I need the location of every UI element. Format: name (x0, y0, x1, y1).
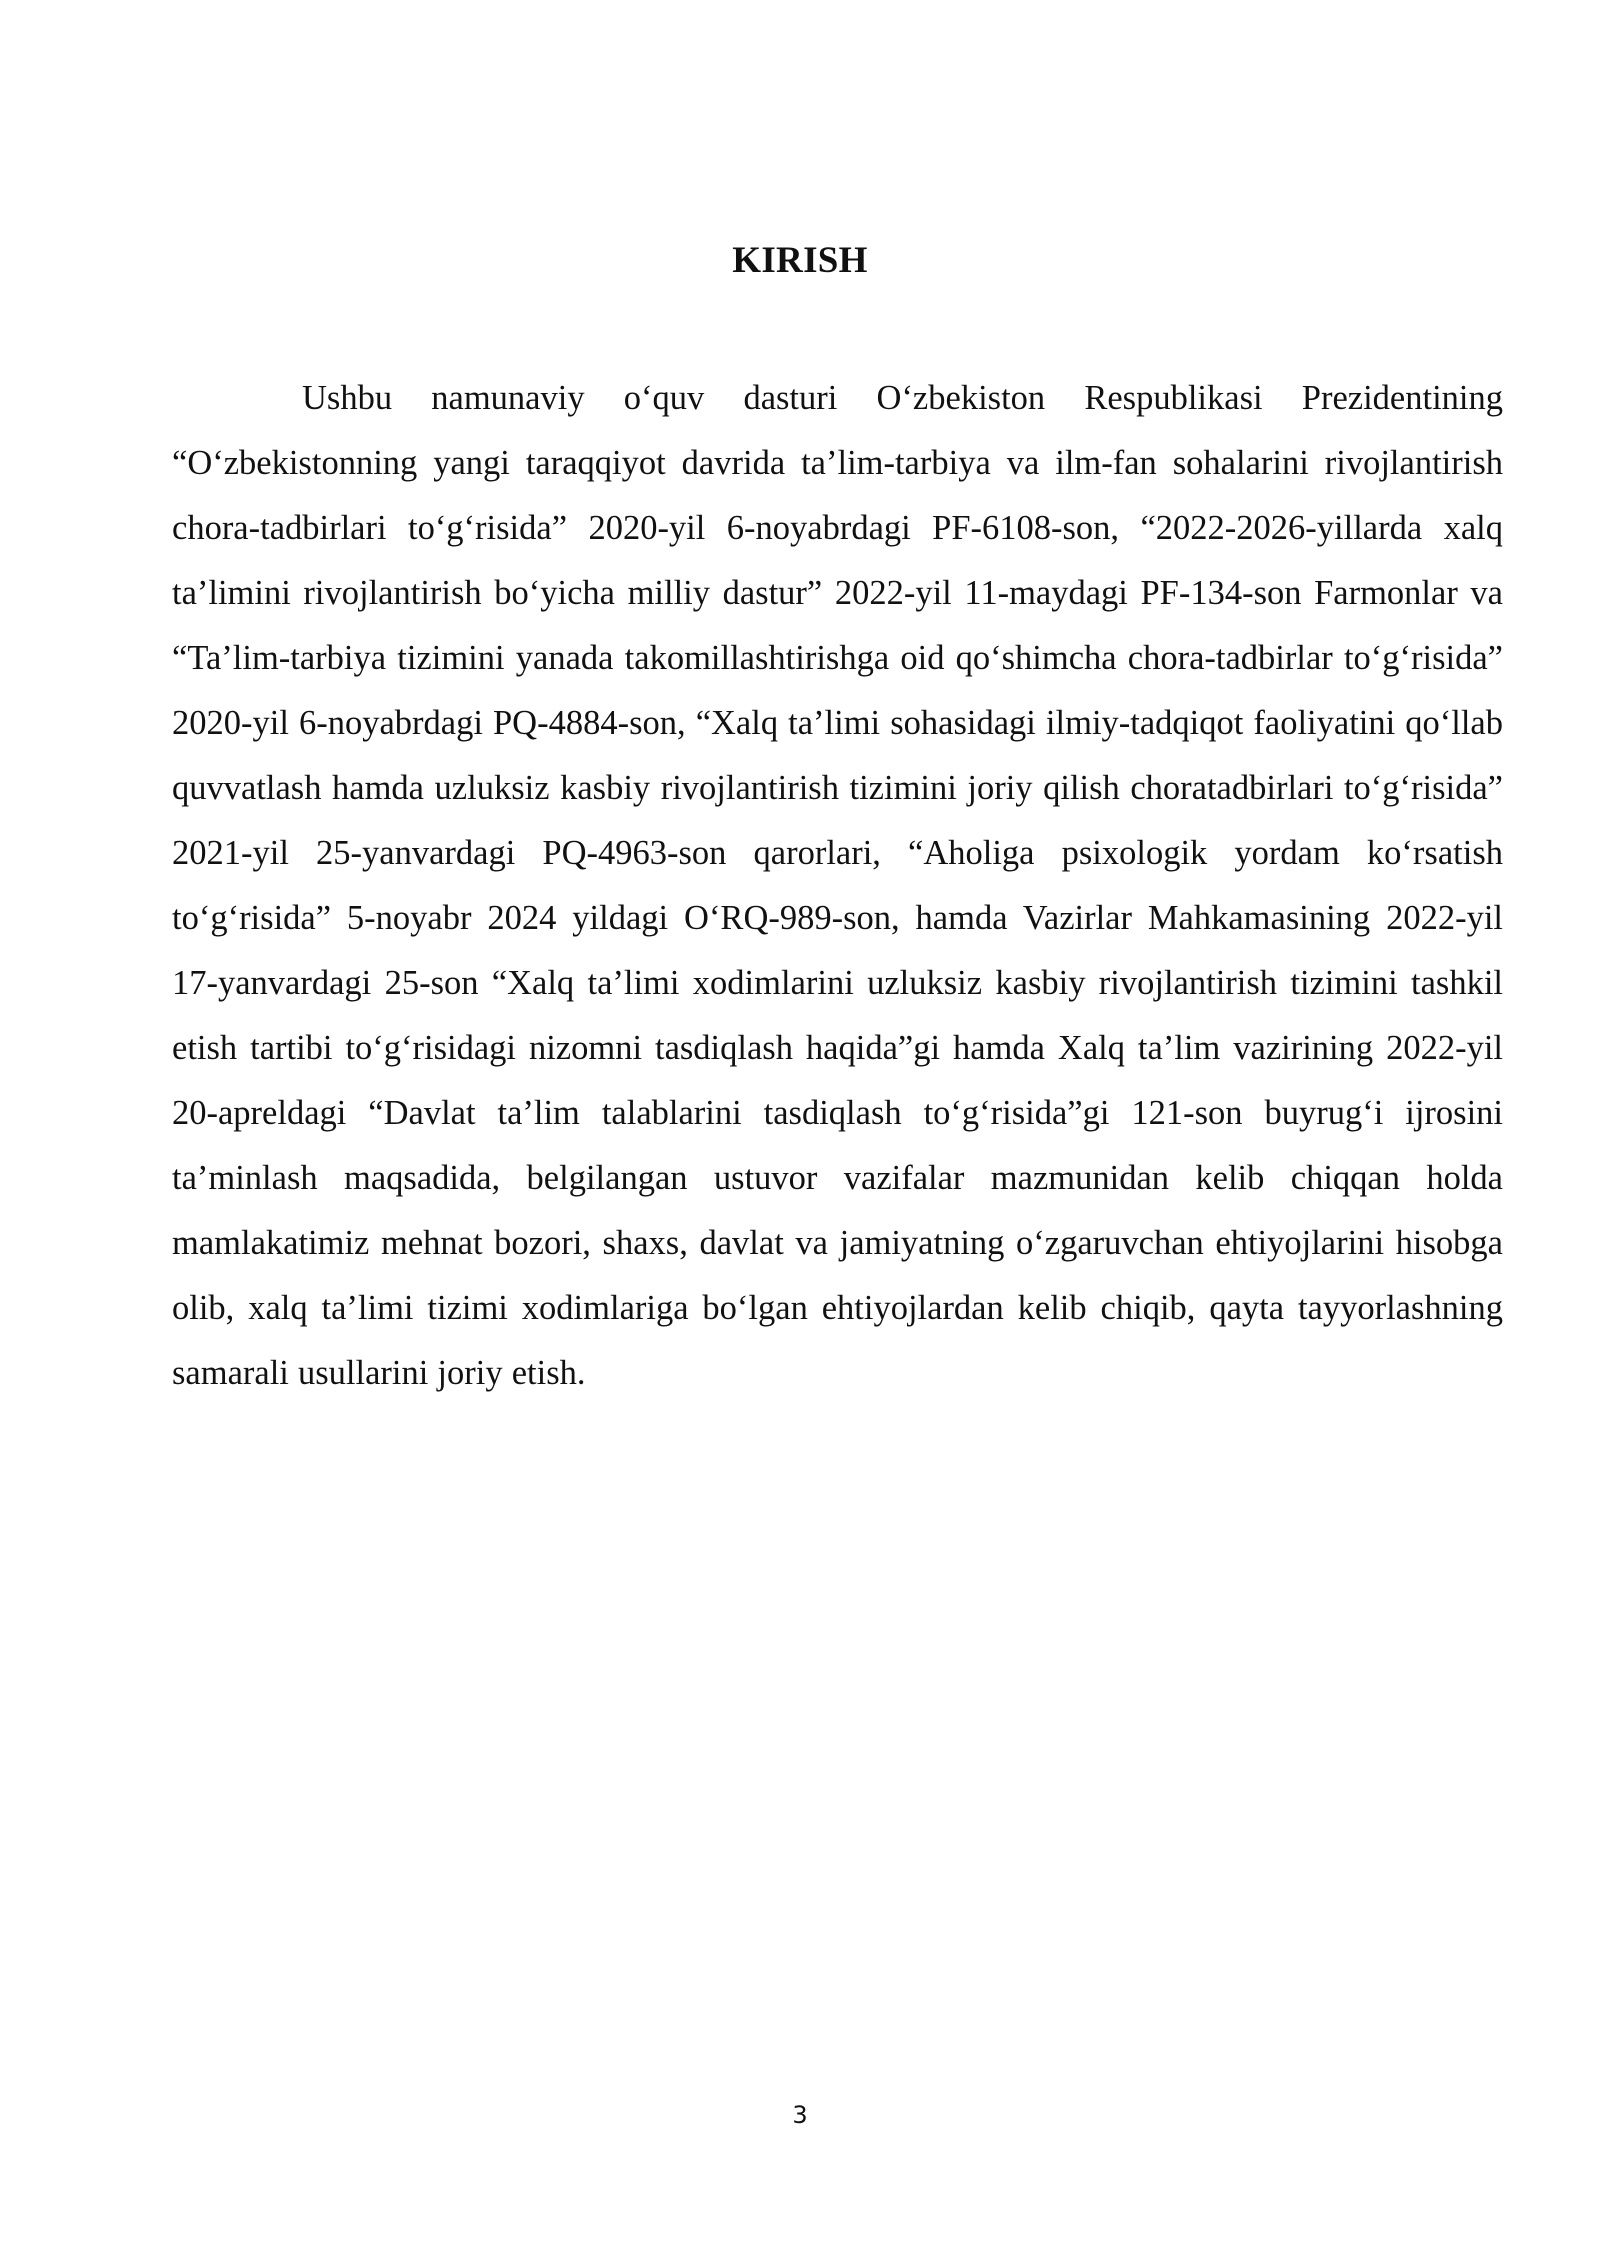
body-paragraph: Ushbu namunaviy o‘quv dasturi O‘zbekiston Respublikasi Prezidentining “O‘zbekistonning yangi taraqqiyot davrida ta’lim-tarbiya va ilm-fan sohalarini rivojlantirish chora-tadbirlari to‘g‘risida” 2020-yil 6-noyabrdagi PF-6108-son, “2022-2026-yillarda xalq ta’limini rivojlantirish bo‘yicha milliy dastur” 2022-yil 11-maydagi PF-134-son Farmonlar va “Ta’lim-tarbiya tizimini yanada takomillashtirishga oid qo‘shimcha chora-tadbirlar to‘g‘risida” 2020-yil 6-noyabrdagi PQ-4884-son, “Xalq ta’limi sohasidagi ilmiy-tadqiqot faoliyatini qo‘llab quvvatlash hamda uzluksiz kasbiy rivojlantirish tizimini joriy qilish choratadbirlari to‘g‘risida” 2021-yil 25-yanvardagi PQ-4963-son qarorlari, “Aholiga psixologik yordam ko‘rsatish to‘g‘risida” 5-noyabr 2024 yildagi O‘RQ-989-son, hamda Vazirlar Mahkamasining 2022-yil 17-yanvardagi 25-son “Xalq ta’limi xodimlarini uzluksiz kasbiy rivojlantirish tizimini tashkil etish tartibi to‘g‘risidagi nizomni tasdiqlash haqida”gi hamda Xalq ta’lim vazirining 2022-yil 20-apreldagi “Davlat ta’lim talablarini tasdiqlash to‘g‘risida”gi 121-son buyrug‘i ijrosini ta’minlash maqsadida, belgilangan ustuvor vazifalar mazmunidan kelib chiqqan holda mamlakatimiz mehnat bozori, shaxs, davlat va jamiyatning o‘zgaruvchan ehtiyojlarini hisobga olib, xalq ta’limi tizimi xodimlariga bo‘lgan ehtiyojlardan kelib chiqib, qayta tayyorlashning samarali usullarini joriy etish. (172, 379, 1503, 1392)
section-title: KIRISH (732, 240, 868, 281)
page-number: 3 (792, 2101, 808, 2129)
